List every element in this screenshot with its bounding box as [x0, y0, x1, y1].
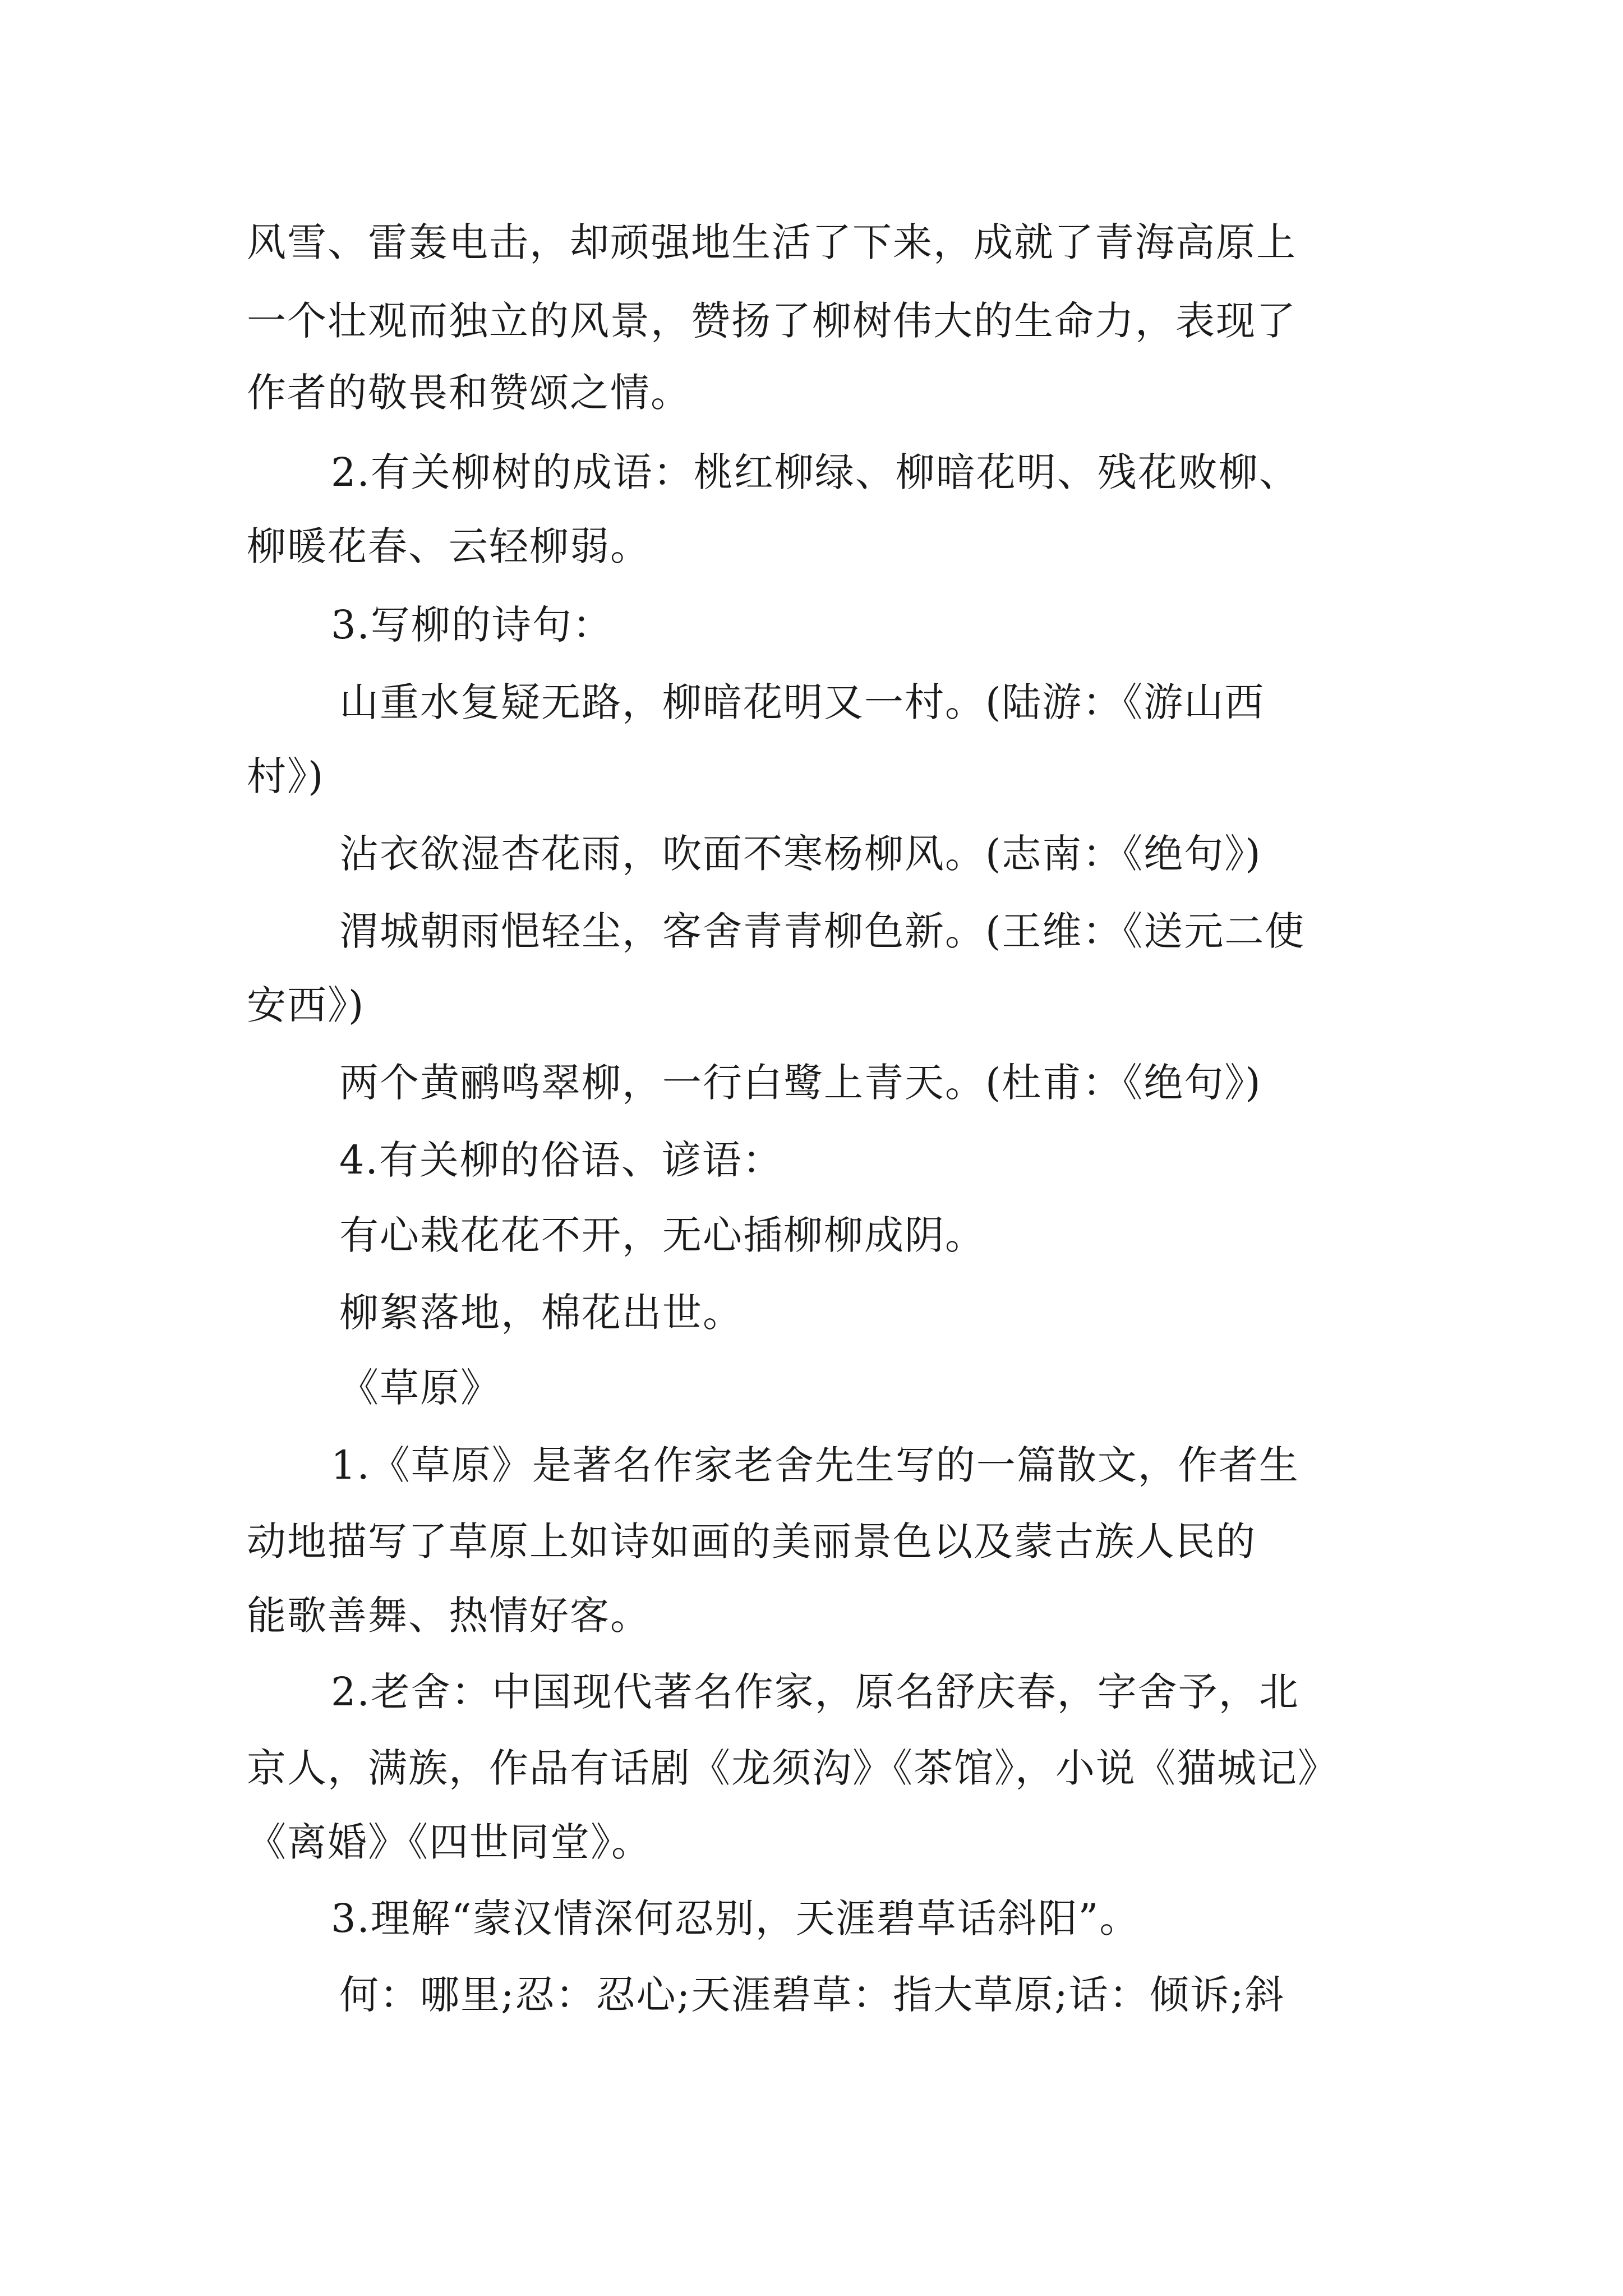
- text-line: 作者的敬畏和赞颂之情。: [247, 370, 691, 416]
- text-line: 4.有关柳的俗语、谚语：: [339, 1137, 783, 1183]
- text-line: 柳暖花春、云轻柳弱。: [247, 523, 651, 569]
- text-line: 一个壮观而独立的风景，赞扬了柳树伟大的生命力，表现了: [247, 298, 1297, 344]
- text-line: 安西》): [247, 982, 365, 1028]
- text-line: 何：哪里;忍：忍心;天涯碧草：指大草原;话：倾诉;斜: [339, 1972, 1285, 2018]
- text-line: 2.老舍：中国现代著名作家，原名舒庆春，字舍予，北: [331, 1669, 1299, 1715]
- text-line: 渭城朝雨悒轻尘，客舍青青柳色新。(王维：《送元二使: [339, 908, 1306, 954]
- text-line: 《离婚》《四世同堂》。: [247, 1819, 652, 1865]
- text-line: 山重水复疑无路，柳暗花明又一村。(陆游：《游山西: [339, 679, 1265, 725]
- text-line: 京人，满族，作品有话剧《龙须沟》《茶馆》，小说《猫城记》: [247, 1745, 1338, 1791]
- text-line: 柳絮落地，棉花出世。: [339, 1290, 743, 1336]
- text-line: 2.有关柳树的成语：桃红柳绿、柳暗花明、残花败柳、: [331, 449, 1299, 495]
- text-line: 沾衣欲湿杏花雨，吹面不寒杨柳风。(志南：《绝句》): [339, 831, 1262, 877]
- text-line: 动地描写了草原上如诗如画的美丽景色以及蒙古族人民的: [247, 1519, 1256, 1565]
- text-line: 3.写柳的诗句：: [331, 602, 613, 648]
- text-line: 3.理解“蒙汉情深何忍别，天涯碧草话斜阳”。: [331, 1895, 1140, 1941]
- text-line: 能歌善舞、热情好客。: [247, 1593, 651, 1639]
- text-line: 1.《草原》是著名作家老舍先生写的一篇散文，作者生: [331, 1442, 1299, 1488]
- text-line: 《草原》: [339, 1365, 501, 1411]
- text-line: 有心栽花花不开，无心插柳柳成阴。: [339, 1212, 985, 1258]
- text-line: 风雪、雷轰电击，却顽强地生活了下来，成就了青海高原上: [247, 219, 1297, 265]
- text-line: 村》): [247, 753, 325, 799]
- text-line: 两个黄鹂鸣翠柳，一行白鹭上青天。(杜甫：《绝句》): [339, 1060, 1262, 1106]
